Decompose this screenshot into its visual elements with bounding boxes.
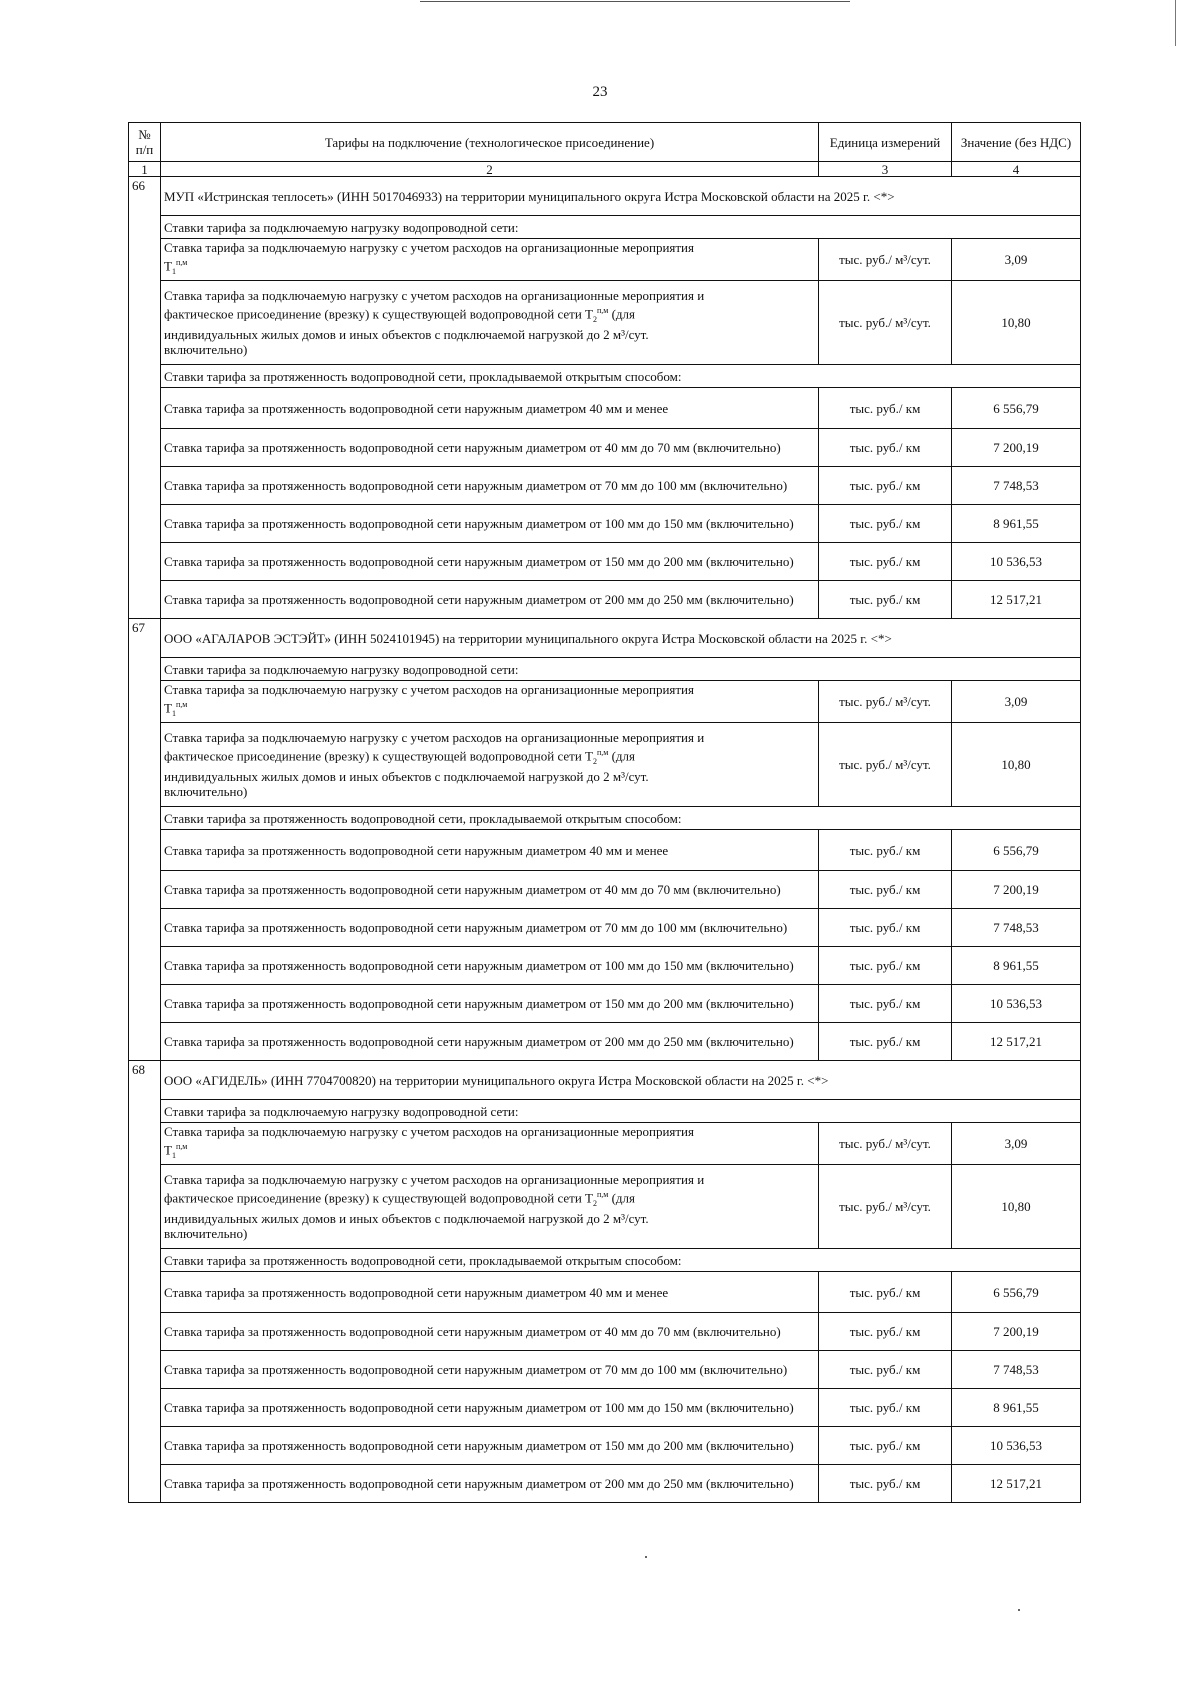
rate-value: 3,09 bbox=[952, 681, 1081, 723]
rate-description: Ставка тарифа за протяженность водопроводной сети наружным диаметром от 200 мм до 250 мм (включительно) bbox=[161, 581, 819, 619]
rate-unit: тыс. руб./ м³/сут. bbox=[819, 281, 952, 365]
rate-value: 10,80 bbox=[952, 281, 1081, 365]
org-number: 67 bbox=[129, 619, 161, 1061]
section-row bbox=[129, 365, 1081, 388]
length-section-title: Ставки тарифа за протяженность водопроводной сети, прокладываемой открытым способом: bbox=[161, 365, 1081, 388]
load-section-title: Ставки тарифа за подключаемую нагрузку водопроводной сети: bbox=[161, 216, 1081, 239]
rate-description: Ставка тарифа за протяженность водопроводной сети наружным диаметром от 100 мм до 150 мм (включительно) bbox=[161, 1389, 819, 1427]
rate-value: 7 200,19 bbox=[952, 1313, 1081, 1351]
rate-description: Ставка тарифа за протяженность водопроводной сети наружным диаметром от 40 мм до 70 мм (включительно) bbox=[161, 429, 819, 467]
table-row bbox=[129, 1427, 1081, 1465]
table-row bbox=[129, 429, 1081, 467]
page-number: 23 bbox=[592, 84, 608, 100]
column-number: 1 bbox=[129, 162, 161, 177]
load-section-title: Ставки тарифа за подключаемую нагрузку водопроводной сети: bbox=[161, 658, 1081, 681]
rate-value: 10,80 bbox=[952, 1165, 1081, 1249]
table-row bbox=[129, 1165, 1081, 1249]
rate-unit: тыс. руб./ км bbox=[819, 467, 952, 505]
table-header-row bbox=[129, 123, 1081, 162]
rate-value: 8 961,55 bbox=[952, 505, 1081, 543]
rate-description: Ставка тарифа за протяженность водопроводной сети наружным диаметром от 200 мм до 250 мм (включительно) bbox=[161, 1023, 819, 1061]
org-title-row bbox=[129, 177, 1081, 216]
rate-unit: тыс. руб./ км bbox=[819, 947, 952, 985]
rate-unit: тыс. руб./ км bbox=[819, 1023, 952, 1061]
org-group bbox=[129, 619, 1081, 1061]
table-row bbox=[129, 388, 1081, 429]
rate-unit: тыс. руб./ км bbox=[819, 1351, 952, 1389]
column-number: 3 bbox=[819, 162, 952, 177]
rate-unit: тыс. руб./ км bbox=[819, 1427, 952, 1465]
rate-value: 6 556,79 bbox=[952, 1272, 1081, 1313]
rate-value: 7 200,19 bbox=[952, 871, 1081, 909]
rate-unit: тыс. руб./ км bbox=[819, 985, 952, 1023]
rate-description: Ставка тарифа за протяженность водопроводной сети наружным диаметром от 150 мм до 200 мм (включительно) bbox=[161, 543, 819, 581]
table-row bbox=[129, 1389, 1081, 1427]
table-row bbox=[129, 830, 1081, 871]
rate-value: 7 748,53 bbox=[952, 909, 1081, 947]
column-number: 4 bbox=[952, 162, 1081, 177]
scan-edge-line bbox=[420, 1, 850, 2]
rate-unit: тыс. руб./ км bbox=[819, 1272, 952, 1313]
table-row bbox=[129, 909, 1081, 947]
rate-unit: тыс. руб./ м³/сут. bbox=[819, 239, 952, 281]
org-title-row bbox=[129, 619, 1081, 658]
rate-value: 10 536,53 bbox=[952, 543, 1081, 581]
table-row bbox=[129, 1123, 1081, 1165]
rate-description: Ставка тарифа за протяженность водопроводной сети наружным диаметром от 70 мм до 100 мм (включительно) bbox=[161, 1351, 819, 1389]
header-num: № п/п bbox=[129, 123, 161, 162]
rate-description: Ставка тарифа за протяженность водопроводной сети наружным диаметром от 70 мм до 100 мм (включительно) bbox=[161, 467, 819, 505]
table-row bbox=[129, 723, 1081, 807]
rate-value: 3,09 bbox=[952, 1123, 1081, 1165]
length-section-title: Ставки тарифа за протяженность водопроводной сети, прокладываемой открытым способом: bbox=[161, 807, 1081, 830]
rate-unit: тыс. руб./ м³/сут. bbox=[819, 681, 952, 723]
table-row bbox=[129, 1023, 1081, 1061]
org-group bbox=[129, 177, 1081, 619]
section-row bbox=[129, 658, 1081, 681]
rate-description: Ставка тарифа за протяженность водопроводной сети наружным диаметром 40 мм и менее bbox=[161, 830, 819, 871]
rate-description: Ставка тарифа за протяженность водопроводной сети наружным диаметром от 70 мм до 100 мм (включительно) bbox=[161, 909, 819, 947]
section-row bbox=[129, 807, 1081, 830]
org-title: ООО «АГАЛАРОВ ЭСТЭЙТ» (ИНН 5024101945) на территории муниципального округа Истра Московской области на 2025 г. <*> bbox=[161, 619, 1081, 658]
section-row bbox=[129, 1100, 1081, 1123]
rate-unit: тыс. руб./ км bbox=[819, 1389, 952, 1427]
rate-unit: тыс. руб./ км bbox=[819, 1313, 952, 1351]
org-title: МУП «Истринская теплосеть» (ИНН 5017046933) на территории муниципального округа Истра Московской области на 2025 г. <*> bbox=[161, 177, 1081, 216]
header-value: Значение (без НДС) bbox=[952, 123, 1081, 162]
header-title: Тарифы на подключение (технологическое присоединение) bbox=[161, 123, 819, 162]
table-row bbox=[129, 871, 1081, 909]
org-title-row bbox=[129, 1061, 1081, 1100]
rate-description: Ставка тарифа за протяженность водопроводной сети наружным диаметром от 200 мм до 250 мм (включительно) bbox=[161, 1465, 819, 1503]
rate-unit: тыс. руб./ м³/сут. bbox=[819, 1165, 952, 1249]
scan-speck bbox=[645, 1556, 647, 1558]
load-section-title: Ставки тарифа за подключаемую нагрузку водопроводной сети: bbox=[161, 1100, 1081, 1123]
header-unit: Единица измерений bbox=[819, 123, 952, 162]
section-row bbox=[129, 216, 1081, 239]
rate-value: 6 556,79 bbox=[952, 388, 1081, 429]
rate-description: Ставка тарифа за подключаемую нагрузку с учетом расходов на организационные мероприятия $Т_1^{п,м}$ bbox=[161, 239, 819, 281]
rate-description: Ставка тарифа за подключаемую нагрузку с учетом расходов на организационные мероприятия $Т_1^{п,м}$ bbox=[161, 681, 819, 723]
table-row bbox=[129, 581, 1081, 619]
section-row bbox=[129, 1249, 1081, 1272]
tariffs-table bbox=[128, 122, 1081, 1503]
rate-unit: тыс. руб./ км bbox=[819, 581, 952, 619]
length-section-title: Ставки тарифа за протяженность водопроводной сети, прокладываемой открытым способом: bbox=[161, 1249, 1081, 1272]
rate-description: Ставка тарифа за подключаемую нагрузку с учетом расходов на организационные мероприятия и фактическое присоединение (врезку) к существующей водопроводной сети $Т_2^{п,м}$ (для индивидуальных жилых домов и иных объектов с подключаемой нагрузкой до 2 м³/сут. включительно) bbox=[161, 723, 819, 807]
column-number-row bbox=[129, 162, 1081, 177]
rate-unit: тыс. руб./ км bbox=[819, 871, 952, 909]
column-number: 2 bbox=[161, 162, 819, 177]
rate-unit: тыс. руб./ м³/сут. bbox=[819, 723, 952, 807]
table-row bbox=[129, 239, 1081, 281]
rate-unit: тыс. руб./ м³/сут. bbox=[819, 1123, 952, 1165]
rate-value: 10,80 bbox=[952, 723, 1081, 807]
table-row bbox=[129, 1272, 1081, 1313]
rate-value: 12 517,21 bbox=[952, 581, 1081, 619]
rate-description: Ставка тарифа за протяженность водопроводной сети наружным диаметром 40 мм и менее bbox=[161, 388, 819, 429]
rate-unit: тыс. руб./ км bbox=[819, 505, 952, 543]
rate-value: 7 200,19 bbox=[952, 429, 1081, 467]
rate-value: 6 556,79 bbox=[952, 830, 1081, 871]
rate-value: 10 536,53 bbox=[952, 985, 1081, 1023]
rate-description: Ставка тарифа за протяженность водопроводной сети наружным диаметром от 100 мм до 150 мм (включительно) bbox=[161, 505, 819, 543]
table-row bbox=[129, 505, 1081, 543]
org-number: 66 bbox=[129, 177, 161, 619]
rate-description: Ставка тарифа за протяженность водопроводной сети наружным диаметром от 40 мм до 70 мм (включительно) bbox=[161, 1313, 819, 1351]
rate-value: 12 517,21 bbox=[952, 1465, 1081, 1503]
rate-description: Ставка тарифа за подключаемую нагрузку с учетом расходов на организационные мероприятия и фактическое присоединение (врезку) к существующей водопроводной сети $Т_2^{п,м}$ (для индивидуальных жилых домов и иных объектов с подключаемой нагрузкой до 2 м³/сут. включительно) bbox=[161, 1165, 819, 1249]
rate-value: 12 517,21 bbox=[952, 1023, 1081, 1061]
table-row bbox=[129, 543, 1081, 581]
rate-description: Ставка тарифа за подключаемую нагрузку с учетом расходов на организационные мероприятия $Т_1^{п,м}$ bbox=[161, 1123, 819, 1165]
rate-unit: тыс. руб./ км bbox=[819, 1465, 952, 1503]
rate-description: Ставка тарифа за протяженность водопроводной сети наружным диаметром от 40 мм до 70 мм (включительно) bbox=[161, 871, 819, 909]
table-row bbox=[129, 281, 1081, 365]
rate-description: Ставка тарифа за подключаемую нагрузку с учетом расходов на организационные мероприятия и фактическое присоединение (врезку) к существующей водопроводной сети $Т_2^{п,м}$ (для индивидуальных жилых домов и иных объектов с подключаемой нагрузкой до 2 м³/сут. включительно) bbox=[161, 281, 819, 365]
rate-unit: тыс. руб./ км bbox=[819, 830, 952, 871]
table-row bbox=[129, 1351, 1081, 1389]
table-row bbox=[129, 1465, 1081, 1503]
table-row bbox=[129, 947, 1081, 985]
rate-description: Ставка тарифа за протяженность водопроводной сети наружным диаметром 40 мм и менее bbox=[161, 1272, 819, 1313]
rate-unit: тыс. руб./ км bbox=[819, 429, 952, 467]
scan-edge-mark bbox=[1175, 0, 1176, 46]
rate-description: Ставка тарифа за протяженность водопроводной сети наружным диаметром от 150 мм до 200 мм (включительно) bbox=[161, 985, 819, 1023]
table-row bbox=[129, 681, 1081, 723]
rate-description: Ставка тарифа за протяженность водопроводной сети наружным диаметром от 150 мм до 200 мм (включительно) bbox=[161, 1427, 819, 1465]
rate-value: 7 748,53 bbox=[952, 467, 1081, 505]
rate-unit: тыс. руб./ км bbox=[819, 388, 952, 429]
table-row bbox=[129, 467, 1081, 505]
org-group bbox=[129, 1061, 1081, 1503]
rate-value: 7 748,53 bbox=[952, 1351, 1081, 1389]
org-number: 68 bbox=[129, 1061, 161, 1503]
rate-value: 10 536,53 bbox=[952, 1427, 1081, 1465]
scan-speck bbox=[1018, 1609, 1020, 1611]
rate-value: 8 961,55 bbox=[952, 1389, 1081, 1427]
rate-unit: тыс. руб./ км bbox=[819, 909, 952, 947]
rate-value: 8 961,55 bbox=[952, 947, 1081, 985]
rate-description: Ставка тарифа за протяженность водопроводной сети наружным диаметром от 100 мм до 150 мм (включительно) bbox=[161, 947, 819, 985]
table-row bbox=[129, 1313, 1081, 1351]
rate-value: 3,09 bbox=[952, 239, 1081, 281]
org-title: ООО «АГИДЕЛЬ» (ИНН 7704700820) на территории муниципального округа Истра Московской области на 2025 г. <*> bbox=[161, 1061, 1081, 1100]
rate-unit: тыс. руб./ км bbox=[819, 543, 952, 581]
table-row bbox=[129, 985, 1081, 1023]
